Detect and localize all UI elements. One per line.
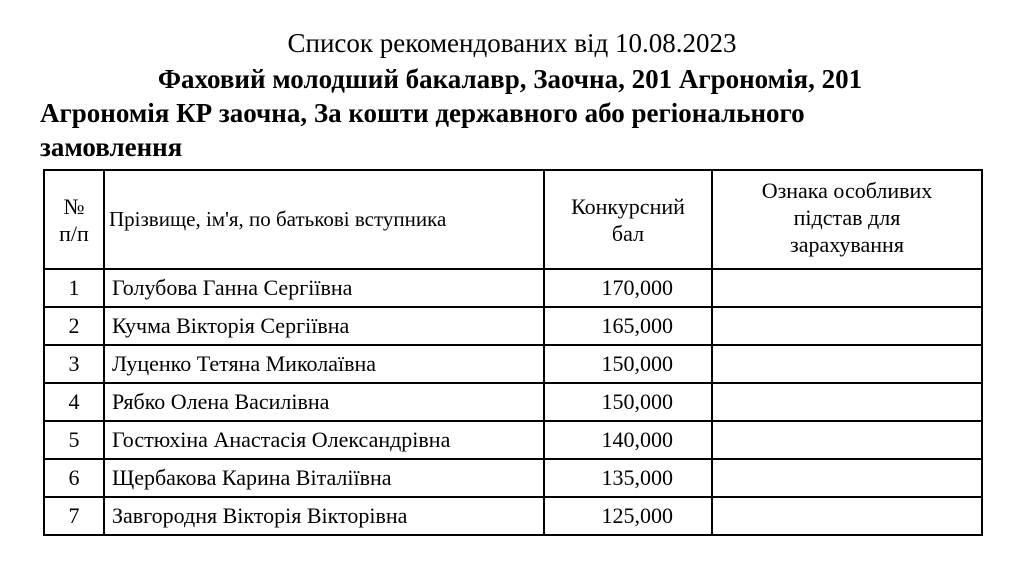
row-number: 1 bbox=[44, 269, 104, 307]
special-grounds-mark bbox=[712, 421, 982, 459]
special-grounds-mark bbox=[712, 345, 982, 383]
special-grounds-mark bbox=[712, 383, 982, 421]
header-text: № bbox=[63, 193, 85, 219]
column-header-score bbox=[544, 170, 712, 269]
special-grounds-mark bbox=[712, 307, 982, 345]
competitive-score: 170,000 bbox=[544, 269, 712, 307]
applicant-name: Луценко Тетяна Миколаївна bbox=[104, 345, 544, 383]
header-text: Прізвище, ім'я, по батькові вступника bbox=[109, 207, 447, 231]
column-header-name bbox=[104, 170, 544, 269]
header-text: бал bbox=[611, 220, 645, 246]
table-row bbox=[44, 383, 982, 421]
applicant-name: Гостюхіна Анастасія Олександрівна bbox=[104, 421, 544, 459]
column-header-special-grounds bbox=[712, 170, 982, 269]
applicant-name: Кучма Вікторія Сергіївна bbox=[104, 307, 544, 345]
column-header-number bbox=[44, 170, 104, 269]
table-row bbox=[44, 421, 982, 459]
program-title bbox=[40, 62, 980, 164]
header-text: зарахування bbox=[790, 232, 904, 257]
competitive-score: 150,000 bbox=[544, 383, 712, 421]
competitive-score: 165,000 bbox=[544, 307, 712, 345]
program-title-line: Фаховий молодший бакалавр, Заочна, 201 Агрономія, 201 bbox=[157, 64, 863, 94]
header-text: підстав для bbox=[793, 205, 901, 230]
applicant-name: Завгородня Вікторія Вікторівна bbox=[104, 497, 544, 535]
applicant-name: Щербакова Карина Віталіївна bbox=[104, 459, 544, 497]
applicant-name: Рябко Олена Василівна bbox=[104, 383, 544, 421]
table-row bbox=[44, 307, 982, 345]
applicant-name: Голубова Ганна Сергіївна bbox=[104, 269, 544, 307]
table-row bbox=[44, 345, 982, 383]
competitive-score: 125,000 bbox=[544, 497, 712, 535]
program-title-line: Агрономія КР заочна, За кошти державного або регіонального bbox=[40, 98, 805, 128]
row-number: 2 bbox=[44, 307, 104, 345]
table-row bbox=[44, 497, 982, 535]
header-text: п/п bbox=[59, 220, 89, 246]
special-grounds-mark bbox=[712, 497, 982, 535]
list-date-heading: Список рекомендованих від 10.08.2023 bbox=[287, 28, 737, 58]
table-header-row bbox=[44, 170, 982, 269]
row-number: 3 bbox=[44, 345, 104, 383]
table-row bbox=[44, 269, 982, 307]
header-text: Ознака особливих bbox=[761, 178, 933, 203]
table-row bbox=[44, 459, 982, 497]
row-number: 6 bbox=[44, 459, 104, 497]
program-title-line: замовлення bbox=[40, 132, 183, 162]
competitive-score: 140,000 bbox=[544, 421, 712, 459]
competitive-score: 135,000 bbox=[544, 459, 712, 497]
competitive-score: 150,000 bbox=[544, 345, 712, 383]
special-grounds-mark bbox=[712, 269, 982, 307]
applicants-table bbox=[43, 169, 983, 536]
row-number: 5 bbox=[44, 421, 104, 459]
header-text: Конкурсний bbox=[571, 193, 685, 219]
row-number: 4 bbox=[44, 383, 104, 421]
row-number: 7 bbox=[44, 497, 104, 535]
special-grounds-mark bbox=[712, 459, 982, 497]
